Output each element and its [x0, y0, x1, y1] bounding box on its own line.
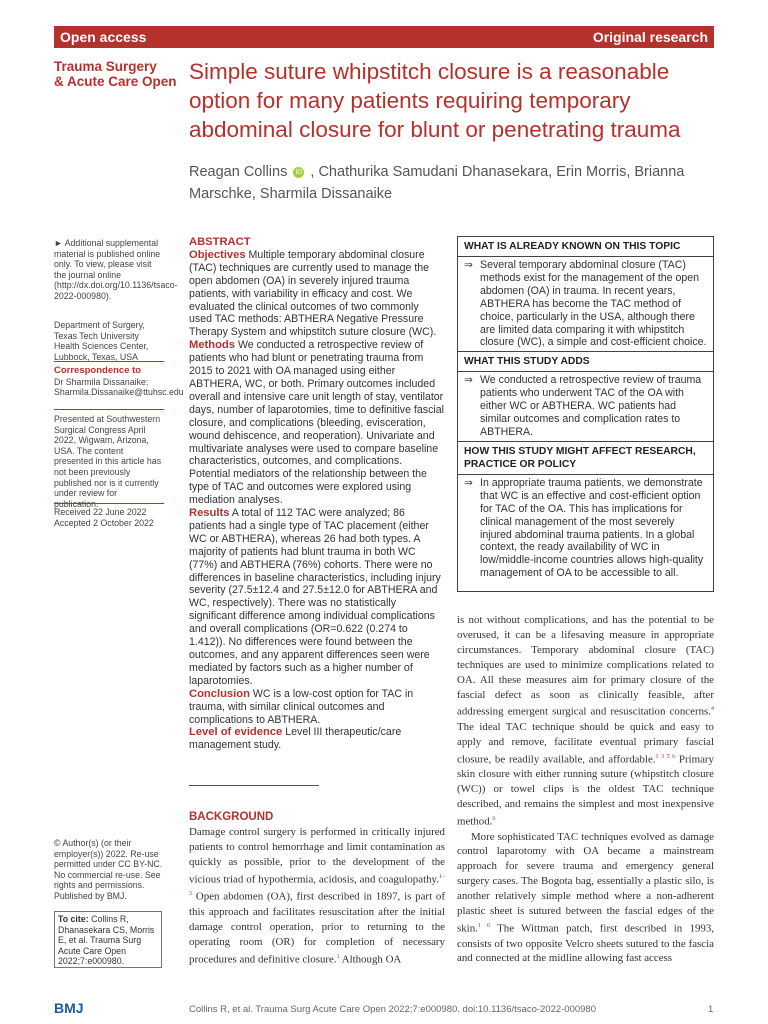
abstract-heading: ABSTRACT: [189, 236, 251, 248]
presented-note: Presented at Southwestern Surgical Congress April 2022, Wigwam, Arizona, USA. The content presented in this article has not been previously published nor is it currently under review for publication.: [54, 414, 162, 509]
background-paragraph: More sophisticated TAC techniques evolved as damage control laparotomy with OA became a mainstream approach for severe trauma and emergency general surgery cases. The Bogota bag, essentially a plastic silo, is another relatively simple method where a non-adherent plastic sheet is sutured between the fascial edges of the skin.$^{1 6}$ The Wittman patch, first described in 1993, consists of two opposite Velcro sheets sutured to the fascia and connected at the midline allowing fast access: [457, 830, 715, 965]
methods-text: We conducted a retrospective review of patients who had blunt or penetrating trauma from 2015 to 2021 with OA managed using either ABTHERA, WC, or both. Primary outcomes included overall and intensive care unit length of stay, ventilator days, number of laparotomies, time to definitive fascial closure, and complications (bleeding, evisceration, wound dehiscence, and reoperation). Univariate and multivariate analyses were used to compare baseline characteristics, outcomes, and complications. Potential mediators of the relationship between the type of TAC and outcomes were explored using mediation analyses.: [189, 339, 444, 507]
sidebar-divider: [54, 503, 164, 504]
page-number: 1: [708, 1004, 714, 1015]
objectives-label: Objectives: [189, 248, 246, 261]
orcid-icon[interactable]: iD: [293, 167, 304, 178]
objectives-text: Multiple temporary abdominal closure (TAC) techniques are currently used to manage the open abdomen (OA) in severely injured trauma patients, with variability in efficacy and cost. We evaluated the clinical outcomes of two commonly used TAC methods: ABTHERA Negative Pressure Therapy System and whipstitch suture closure (WC).: [189, 248, 437, 339]
conclusion-text: WC is a low-cost option for TAC in trauma, with similar clinical outcomes and complications to ABTHERA.: [189, 687, 414, 726]
first-author: Reagan Collins: [189, 164, 288, 180]
accepted-date: Accepted 2 October 2022: [54, 517, 154, 528]
copyright-note: © Author(s) (or their employer(s)) 2022. Re-use permitted under CC BY-NC. No commercial re-use. See rights and permissions. Published by BMJ.: [54, 838, 163, 901]
sidebar-divider: [54, 361, 164, 362]
key-messages-box: [457, 236, 714, 592]
article-type-label: Original research: [592, 29, 708, 45]
arrow-icon: ⇒: [464, 374, 473, 387]
adds-item: ⇒ We conducted a retrospective review of trauma patients who underwent TAC of the OA with either WC or ABTHERA. WC patients had similar outcomes and complication rates to ABTHERA.: [464, 374, 702, 438]
level-label: Level of evidence: [189, 726, 283, 739]
bmj-logo: BMJ: [54, 1000, 84, 1016]
results-label: Results: [189, 507, 230, 520]
level-text: Level III therapeutic/care management study.: [189, 726, 402, 752]
cite-box: [54, 911, 162, 968]
affect-heading: HOW THIS STUDY MIGHT AFFECT RESEARCH, PRACTICE OR POLICY: [458, 441, 713, 475]
abstract-divider: [189, 785, 319, 786]
known-heading: WHAT IS ALREADY KNOWN ON THIS TOPIC: [458, 237, 713, 257]
top-banner: [54, 26, 714, 48]
article-title: Simple suture whipstitch closure is a reasonable option for many patients requiring temporary abdominal closure for blunt or penetrating trauma: [189, 59, 681, 142]
results-text: A total of 112 TAC were analyzed; 86 patients had a single type of TAC placement (either WC or ABTHERA), whereas 26 had both types. A majority of patients had blunt trauma in both WC (77%) and ABTHERA (76%) cohorts. There were no differences in baseline characteristics, including injury severity (27.5±12.4 and 27.5±12.0 for ABTHERA and WC, respectively). There was no statistically significant difference among individual complications and overall complications (OR=0.622 (0.274 to 1.412)). No differences were found between the outcomes, and any apparent differences seen were mediated by factors such as a higher number of laparotomies.: [189, 507, 441, 687]
background-paragraph: Damage control surgery is performed in critically injured patients to control hemorrhage and limit contamination as quickly as possible, prior to the development of the vicious triad of hypothermia, acidosis, and coagulopathy.$^{1-3}$ Open abdomen (OA), first described in 1897, is part of this approach and facilitates resuscitation after the initial damage control operation, prior to returning to the operating room (OR) for completion of necessary procedures and definitive closure.$^1$ Although OA: [189, 826, 445, 966]
supplemental-note: ► Additional supplemental material is published online only. To view, please visit the journal online (http://dx.doi.org/10.1136/tsaco-2022-000980).: [54, 238, 178, 301]
methods-label: Methods: [189, 339, 235, 352]
correspondence-heading: Correspondence to: [54, 365, 142, 376]
known-item: ⇒ Several temporary abdominal closure (TAC) methods exist for the management of the open abdomen (OA) in trauma. In recent years, ABTHERA has become the TAC method of choice, particularly in the USA, although there are limited data comparing it with whipstitch closure (WC), a simple and cost-efficient choice.: [464, 259, 707, 349]
arrow-icon: ⇒: [464, 259, 473, 271]
cite-label: To cite:: [58, 914, 89, 924]
journal-name: Trauma Surgery & Acute Care Open: [54, 59, 177, 89]
arrow-icon: ⇒: [464, 476, 473, 489]
affiliation: Department of Surgery, Texas Tech University Health Sciences Center, Lubbock, Texas, USA: [54, 320, 149, 362]
background-column-1: [189, 825, 445, 967]
background-paragraph: is not without complications, and has the potential to be overused, it can be a lifesaving measure in appropriate circumstances. Temporary abdominal closure (TAC) techniques are used to minimize complications related to OA. All these measures aim for primary closure of the fascial defect as soon as clinically feasible, after addressing emergent surgical and resuscitation concerns.$^4$ The ideal TAC technique should be quick and easy to apply and remove, facilitate eventual primary fascial closure, be readily available, and affordable.$^{1 3 5 6}$ Primary skin closure with either running suture (whipstitch closure (WC)) or towel clips is the oldest TAC technique described, and remains the simplest and most inexpensive method.$^6$: [457, 614, 715, 828]
background-column-2: [457, 613, 714, 966]
adds-heading: WHAT THIS STUDY ADDS: [458, 351, 713, 372]
correspondence-text[interactable]: Dr Sharmila Dissanaike; Sharmila.Dissanaike@ttuhsc.edu: [54, 376, 184, 398]
open-access-label: Open access: [60, 29, 147, 45]
cite-text: Collins R, Dhanasekara CS, Morris E, et al. Trauma Surg Acute Care Open 2022;7:e000980.: [58, 914, 155, 967]
received-date: Received 22 June 2022: [54, 507, 147, 517]
background-heading: BACKGROUND: [189, 811, 274, 823]
sidebar-divider: [54, 409, 164, 410]
other-authors: , Chathurika Samudani Dhanasekara, Erin Morris, Brianna Marschke, Sharmila Dissanaike: [189, 164, 685, 202]
affect-item: ⇒ In appropriate trauma patients, we demonstrate that WC is an effective and cost-efficient option for TAC of the OA. This has implications for clinical management of the most severely injured abdominal trauma patients. In a global context, the ready availability of WC in low/middle-income countries allows high-quality management of OA to be accessible to all.: [464, 476, 704, 580]
abstract: [189, 236, 444, 752]
correspondence: [54, 365, 184, 398]
conclusion-label: Conclusion: [189, 687, 250, 700]
footer-citation: Collins R, et al. Trauma Surg Acute Care Open 2022;7:e000980. doi:10.1136/tsaco-2022-000980: [189, 1004, 597, 1015]
dates: [54, 507, 164, 528]
author-list: [189, 161, 709, 205]
